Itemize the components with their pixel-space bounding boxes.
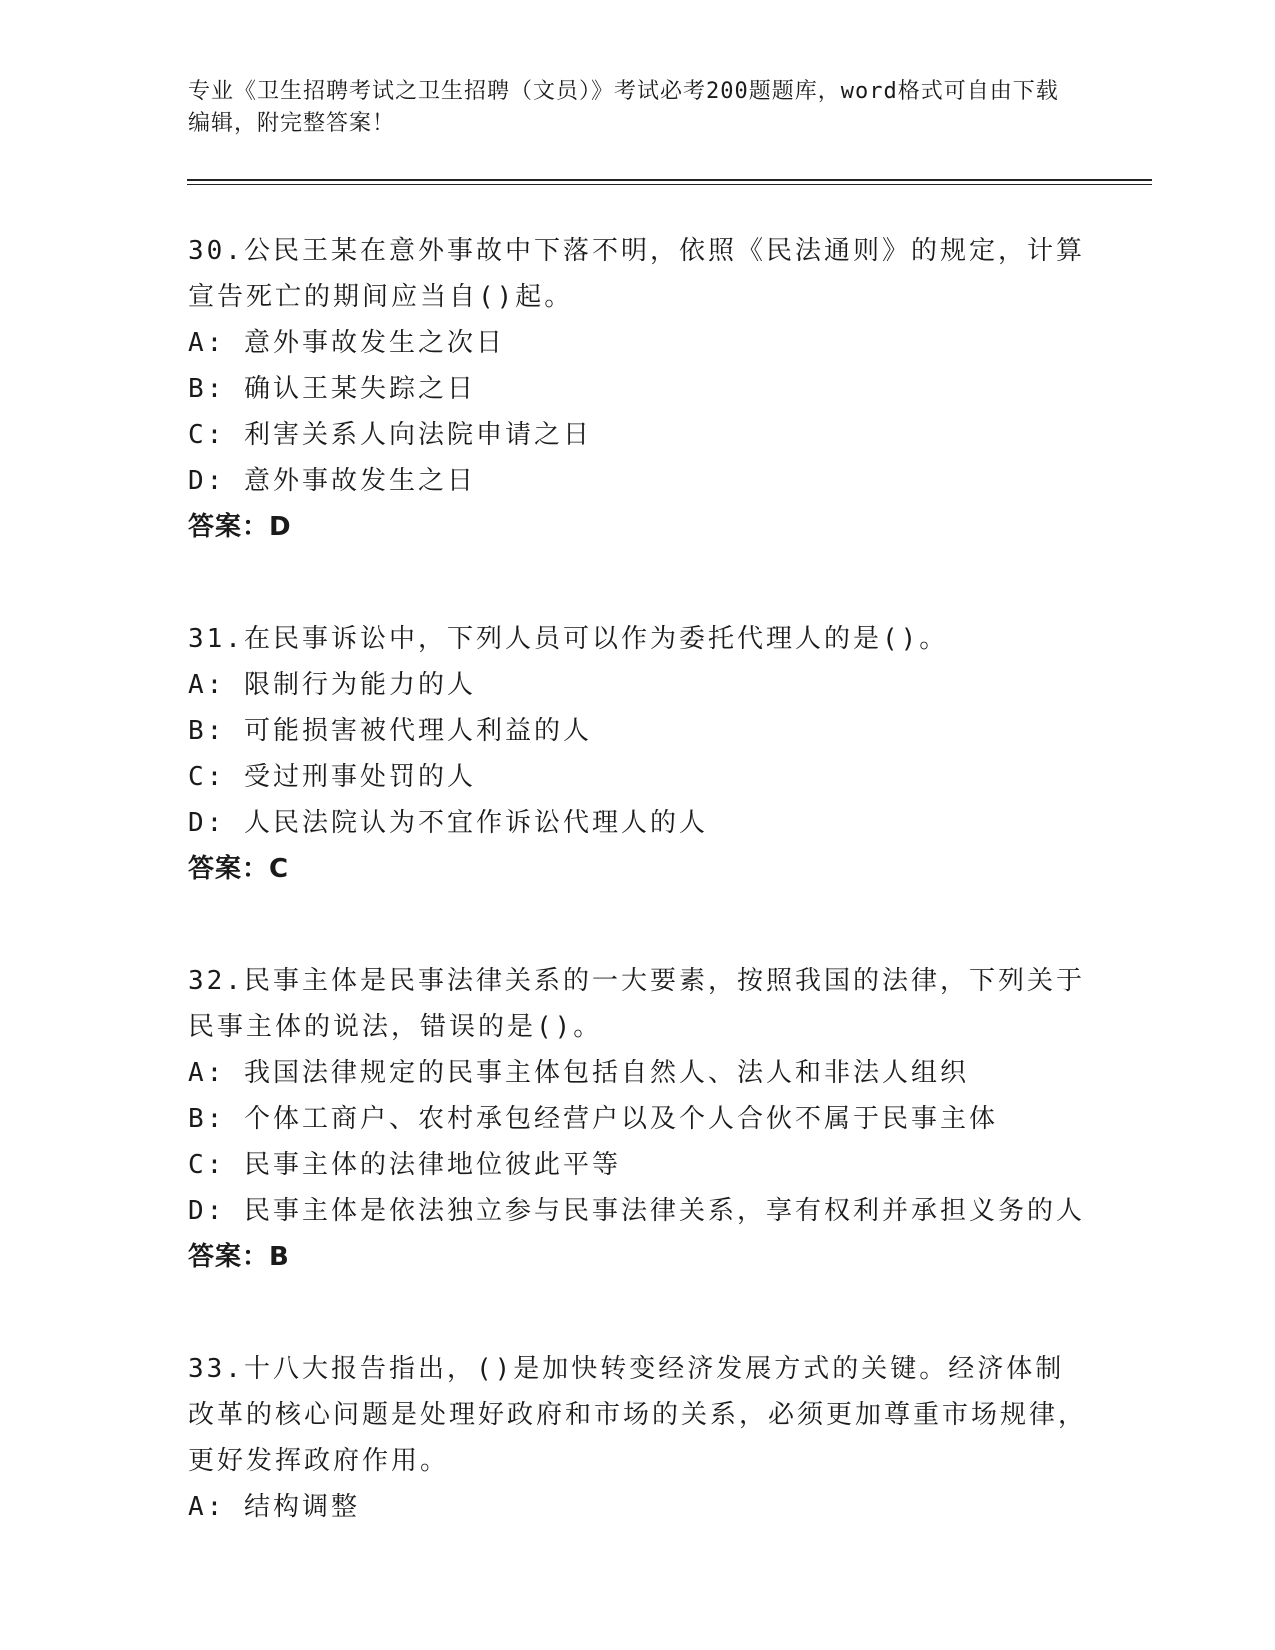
header-divider [187, 179, 1152, 181]
question-item [188, 958, 1088, 1280]
question-item [188, 228, 1088, 550]
option-c: C: 民事主体的法律地位彼此平等 [188, 1150, 621, 1180]
question-list [188, 228, 1088, 1530]
question-stem: 32.民事主体是民事法律关系的一大要素，按照我国的法律，下列关于民事主体的说法，错误的是()。 [188, 966, 1085, 1042]
option-b: B: 可能损害被代理人利益的人 [188, 716, 592, 746]
option-d: D: 人民法院认为不宜作诉讼代理人的人 [188, 808, 708, 838]
option-d: D: 民事主体是依法独立参与民事法律关系，享有权利并承担义务的人 [188, 1196, 1085, 1226]
question-stem: 30.公民王某在意外事故中下落不明，依照《民法通则》的规定，计算宣告死亡的期间应当自()起。 [188, 236, 1085, 312]
option-a: A: 限制行为能力的人 [188, 670, 476, 700]
question-item [188, 1346, 1088, 1530]
option-c: C: 利害关系人向法院申请之日 [188, 420, 592, 450]
option-a: A: 我国法律规定的民事主体包括自然人、法人和非法人组织 [188, 1058, 969, 1088]
option-a: A: 意外事故发生之次日 [188, 328, 505, 358]
option-b: B: 个体工商户、农村承包经营户以及个人合伙不属于民事主体 [188, 1104, 998, 1134]
option-c: C: 受过刑事处罚的人 [188, 762, 476, 792]
question-item [188, 616, 1088, 892]
question-answer: 答案：B [188, 1242, 290, 1272]
header-divider-thin [187, 184, 1152, 185]
option-a: A: 结构调整 [188, 1492, 360, 1522]
question-answer: 答案：D [188, 512, 292, 542]
document-header: 专业《卫生招聘考试之卫生招聘（文员）》考试必考200题题库，word格式可自由下载编辑，附完整答案！ [188, 79, 1059, 136]
question-answer: 答案：C [188, 854, 290, 884]
question-stem: 33.十八大报告指出，()是加快转变经济发展方式的关键。经济体制改革的核心问题是处理好政府和市场的关系，必须更加尊重市场规律，更好发挥政府作用。 [188, 1354, 1088, 1476]
question-stem: 31.在民事诉讼中，下列人员可以作为委托代理人的是()。 [188, 624, 949, 654]
option-d: D: 意外事故发生之日 [188, 466, 476, 496]
option-b: B: 确认王某失踪之日 [188, 374, 476, 404]
